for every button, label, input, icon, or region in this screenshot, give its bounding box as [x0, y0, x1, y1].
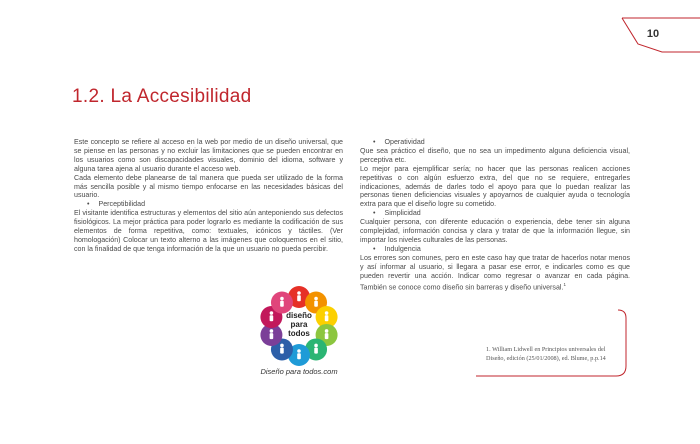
page-number: 10 — [646, 28, 660, 40]
planning-paragraph: Cada elemento debe planearse de tal manera que pueda ser utilizado de la forma más sencilla posible y al mismo tiempo enfocarse en las necesidades básicas del usuario. — [74, 173, 343, 200]
footnote-marker: 1 — [563, 281, 566, 287]
operatividad-paragraph: Que sea práctico el diseño, que no sea un impedimento alguna deficiencia visual, perceptiva etc. — [360, 146, 630, 164]
indulgencia-text: Los errores son comunes, pero en este caso hay que tratar de hacerlos notar menos y así informar al usuario, si llegara a pasar ese error, e indicarles como es que pueden revertir una acción. Indicar como regresar o avanzar en cada página. También se conoce como diseño sin barreras y diseño universal. — [360, 253, 630, 291]
bullet-indulgencia: • Indulgencia — [360, 245, 630, 254]
section-title: 1.2. La Accesibilidad — [72, 86, 252, 107]
bullet-operatividad: • Operatividad — [360, 138, 630, 147]
perceptibilidad-paragraph: El visitante identifica estructuras y elementos del sitio aún anteponiendo sus defectos fisiológicos. La mejor práctica para poder lograrlo es mediante la codificación de sus elementos de forma repetitiva, como: textuales, icónicos y táctiles. (Ver homologación) Colocar un texto alterno a las imágenes que coloquemos en el sitio, con la finalidad de que tenga información de la que un usuario no pueda percibir. — [74, 209, 343, 253]
bullet-simplicidad: • Simplicidad — [360, 209, 630, 218]
footnote-text: 1. William Lidwell en Principios universales del Diseño, edición (25/01/2008), ed. Blume, p.p.14 — [486, 346, 606, 362]
logo-word-2: para — [290, 320, 308, 329]
bullet-perceptibilidad: • Perceptibilidad — [74, 200, 343, 209]
intro-paragraph: Este concepto se refiere al acceso en la web por medio de un diseño universal, que se piense en las personas y no excluir las limitaciones que se pueden encontrar en los usuarios como son discapacidades visuales, dominio del idioma, software y alguna tarea ajena al usuario durante el acceso web. — [74, 138, 343, 173]
footnote — [486, 346, 614, 363]
simplicidad-paragraph: Cualquier persona, con diferente educación o experiencia, debe tener sin alguna complejidad, información concisa y clara y tratar de que la información llegue, sin importar los niveles culturales de las personas. — [360, 218, 630, 244]
logo-word-1: diseño — [286, 311, 312, 320]
operatividad-example-paragraph: Lo mejor para ejemplificar sería; no hacer que las personas realicen acciones repetitivas o con algún esfuerzo extra, del que no se requiere, entregarles indicaciones, además de darles todo el apoyo para que lo puedan realizar las personas tienen deficiencias visuales y apoyarnos de cualquier ayuda o tecnología extra para que el diseño logre su cometido. — [360, 164, 630, 209]
logo-word-3: todos — [288, 329, 310, 338]
logo-caption: Diseño para todos.com — [260, 367, 338, 376]
